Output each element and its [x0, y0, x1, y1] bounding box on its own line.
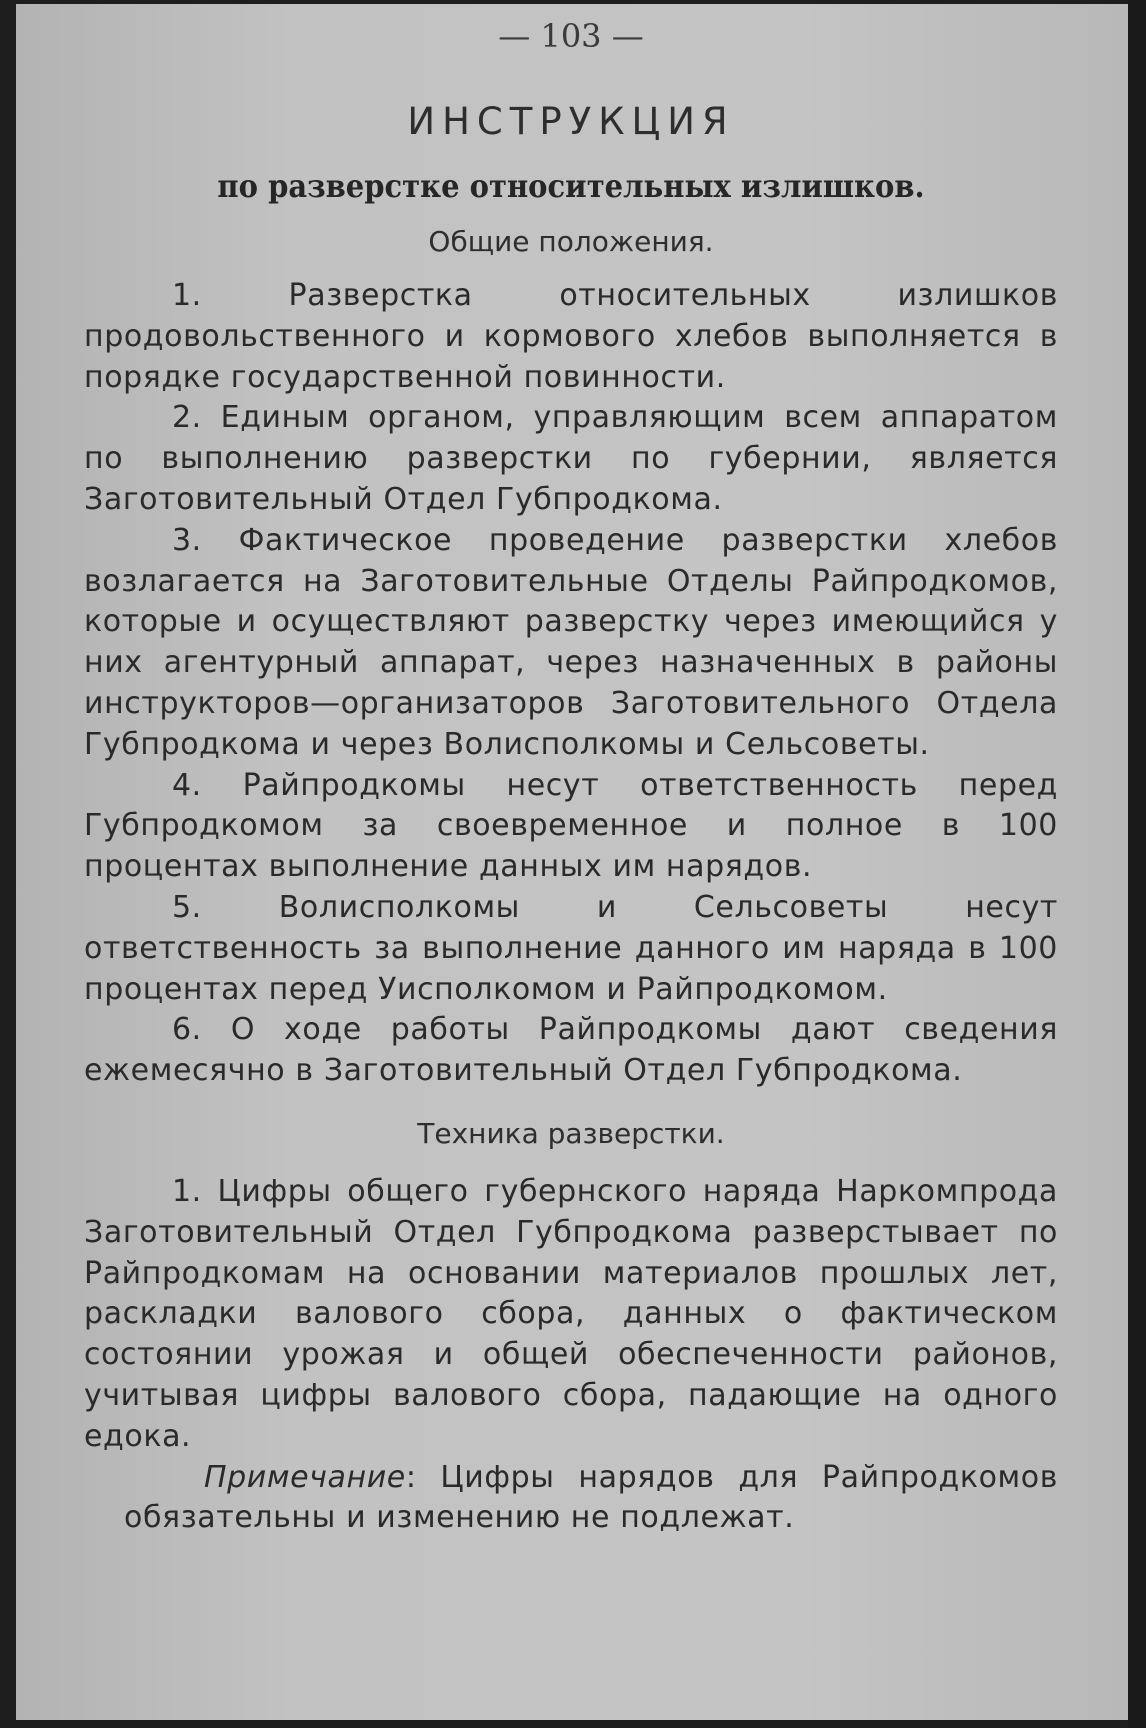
paragraph: 2. Единым органом, управляющим всем аппаратом по выполнению разверстки по губернии, является Заготовительный Отдел Губпродкома. [84, 400, 1058, 517]
paragraph: 5. Волисполкомы и Сельсоветы несут ответственность за выполнение данного им наряда в 100 процентах перед Уисполкомом и Райпродкомом. [84, 889, 1058, 1007]
document-page [16, 4, 1128, 1720]
paragraph: 1. Разверстка относительных излишков продовольственного и кормового хлебов выполняется в порядке государственной повинности. [84, 278, 1058, 395]
section-heading-technique: Техника разверстки. [417, 1116, 725, 1150]
note-label: Примечание [204, 1459, 406, 1495]
paragraph: 6. О ходе работы Райпродкомы дают сведения ежемесячно в Заготовительный Отдел Губпродкома. [84, 1012, 1058, 1089]
paragraph: 3. Фактическое проведение разверстки хлебов возлагается на Заготовительные Отделы Райпродкомов, которые и осуществляют разверстку через имеющийся у них агентурный аппарат, через назначенных в районы инструкторов—организаторов Заготовительного Отдела Губпродкома и через Волисполкомы и Сельсоветы. [84, 522, 1058, 762]
page-number: — 103 — [498, 17, 644, 55]
scan-edge [1128, 0, 1146, 1728]
document-title: ИНСТРУКЦИЯ [407, 100, 735, 143]
paragraph: 4. Райпродкомы несут ответственность перед Губпродкомом за своевременное и полное в 100 процентах выполнение данных им нарядов. [84, 767, 1058, 885]
note [124, 1458, 1058, 1540]
section-heading-general: Общие положения. [428, 225, 714, 258]
document-subtitle: по разверстке относительных излишков. [217, 167, 925, 205]
paragraph: 1. Цифры общего губернского наряда Наркомпрода Заготовительный Отдел Губпродкома разверстывает по Райпродкомам на основании материалов прошлых лет, раскладки валового сбора, данных о фактическом состоянии урожая и общей обеспеченности районов, учитывая цифры валового сбора, падающие на одного едока. [84, 1173, 1058, 1454]
note-text: : Цифры нарядов для Райпродкомов обязательны и изменению не подлежат. [124, 1459, 1058, 1536]
